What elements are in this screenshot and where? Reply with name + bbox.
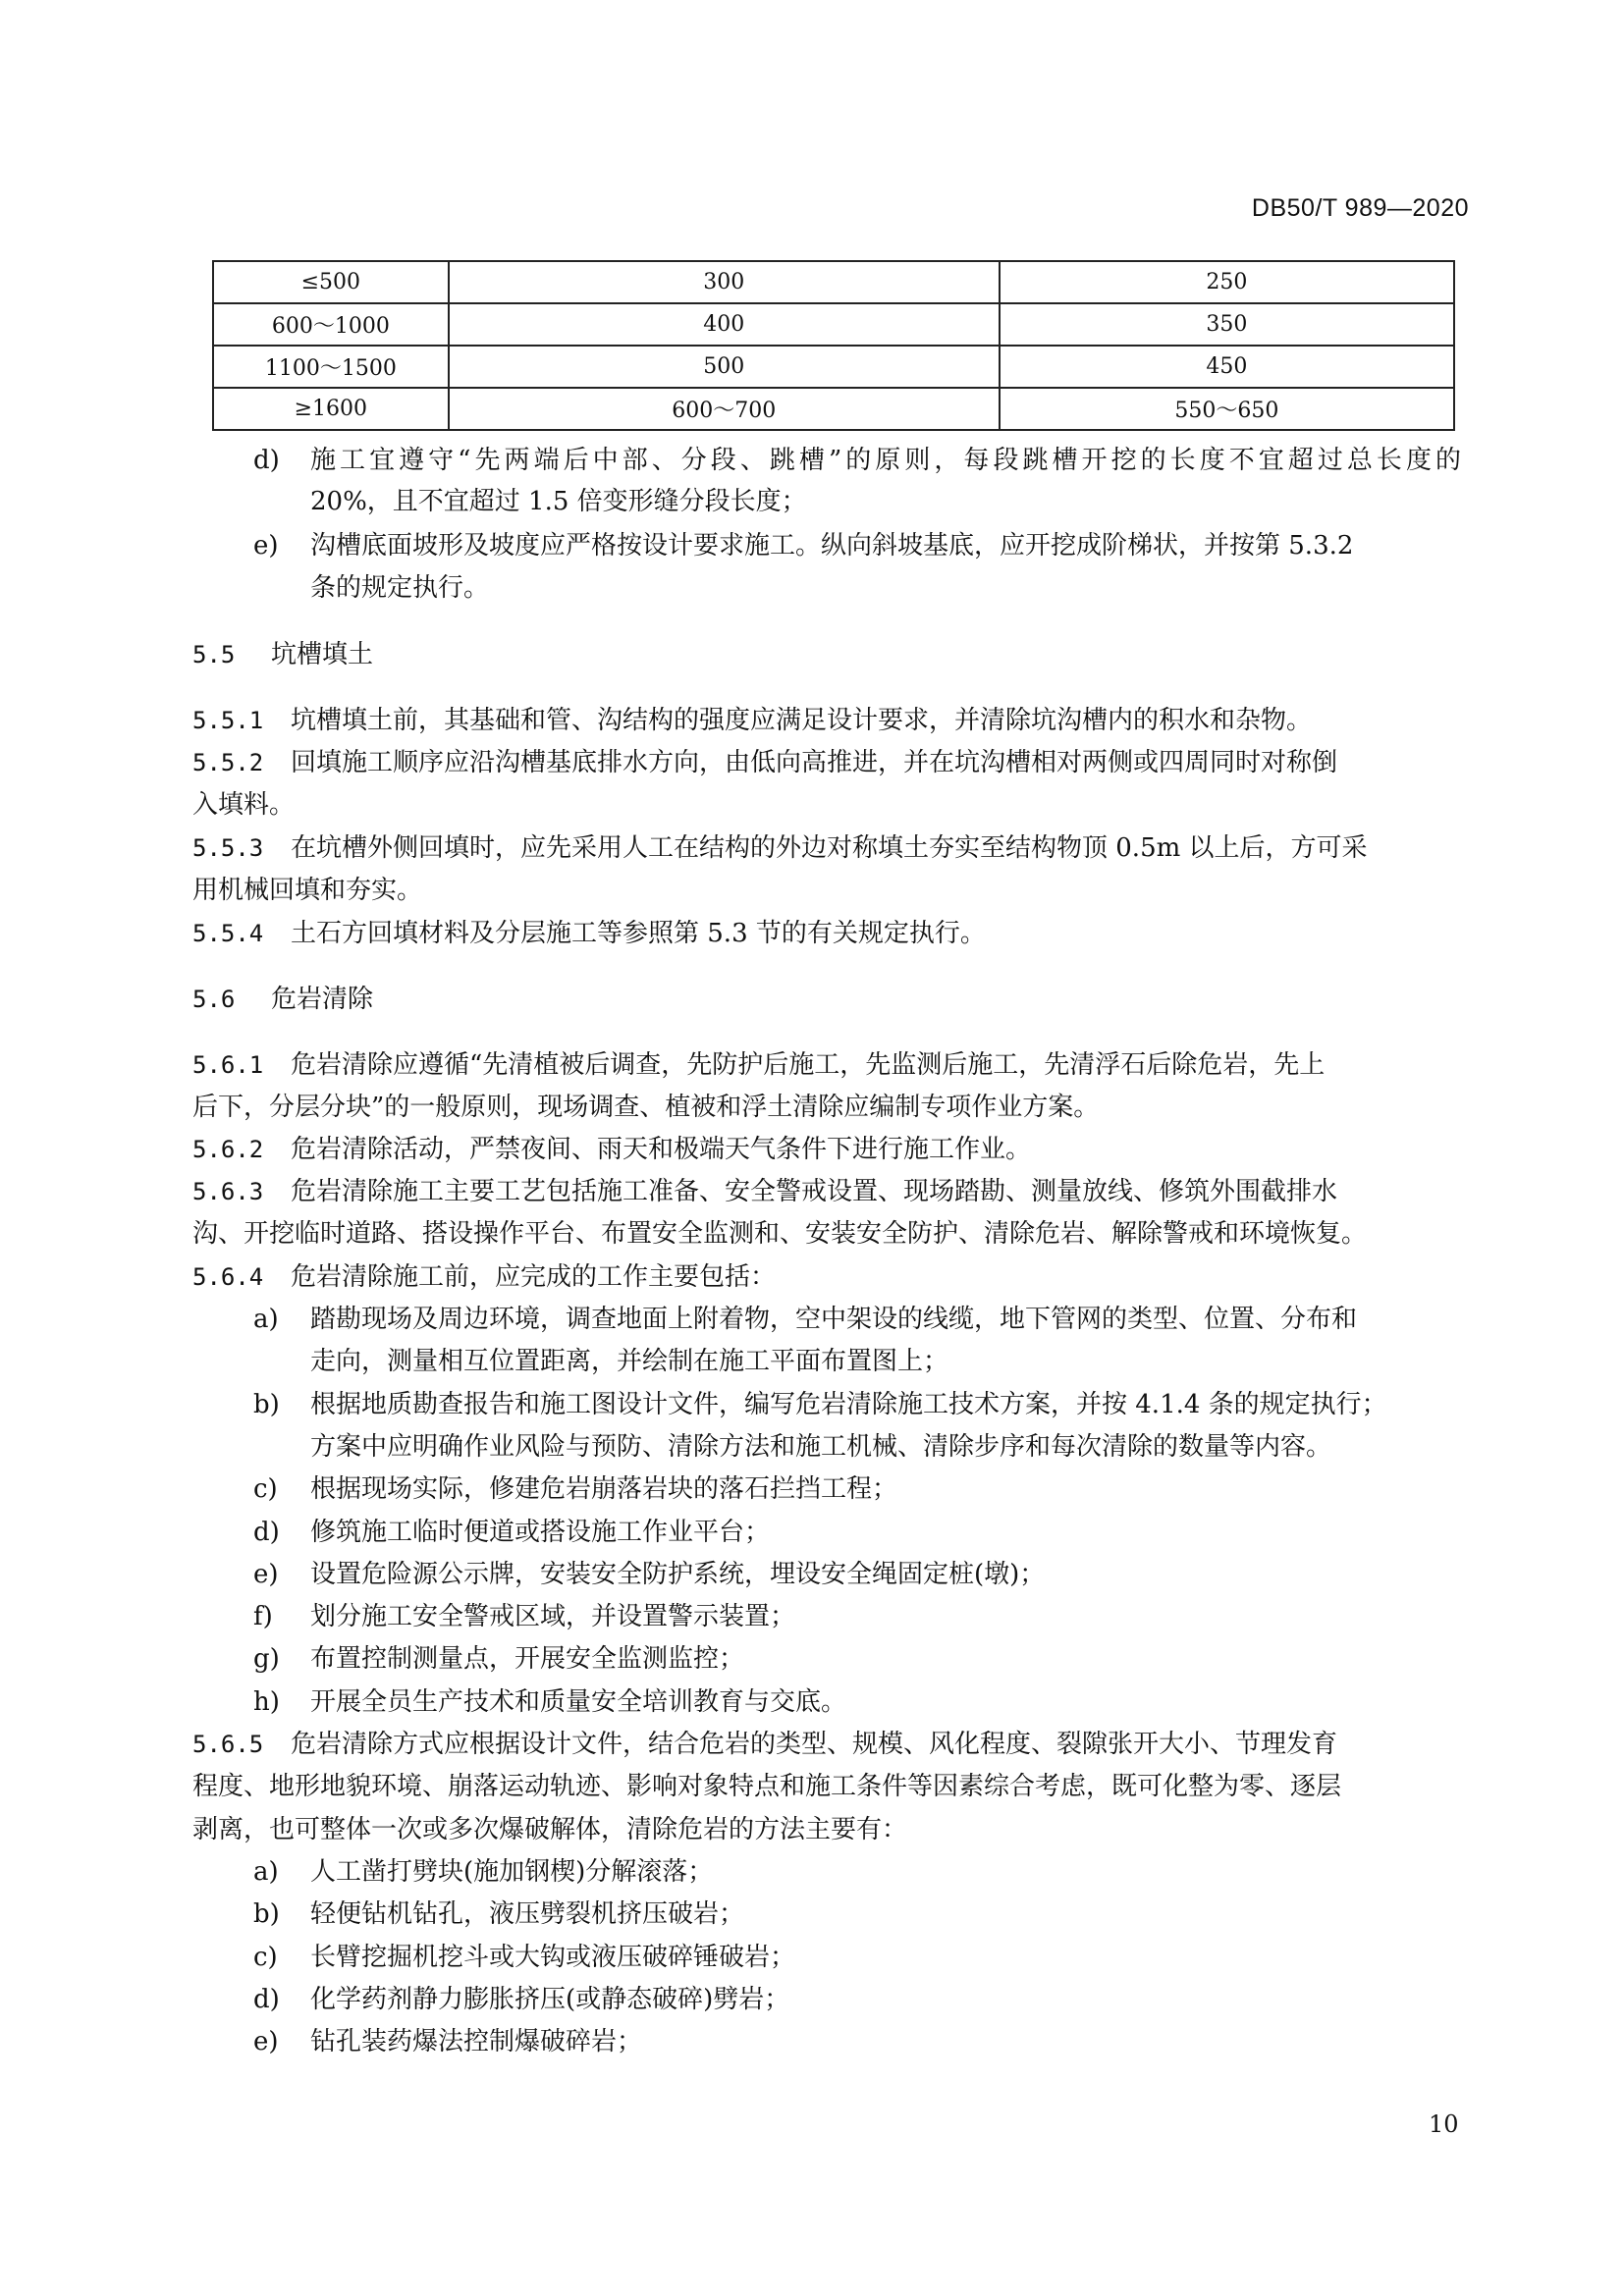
table-cell: 350 <box>1000 303 1454 346</box>
list-item-text: 沟槽底面坡形及坡度应严格按设计要求施工。纵向斜坡基底，应开挖成阶梯状，并按第 5.3.2 <box>310 531 1354 561</box>
table-cell: 300 <box>449 261 1000 303</box>
clause: 5.5.3 在坑槽外侧回填时，应先采用人工在结构的外边对称填土夯实至结构物顶 0.5m 以上后，方可采 <box>192 833 1368 863</box>
list-item-text: 走向，测量相互位置距离，并绘制在施工平面布置图上； <box>310 1347 949 1376</box>
list-item-text: 开展全员生产技术和质量安全培训教育与交底。 <box>310 1687 847 1717</box>
table-cell: 550～650 <box>1000 388 1454 430</box>
list-item-label: d) <box>253 446 280 475</box>
list-item-label: f) <box>253 1602 273 1631</box>
list-item-text: 人工凿打劈块(施加钢楔)分解滚落； <box>310 1857 714 1887</box>
section-heading: 5.5 坑槽填土 <box>192 640 374 669</box>
list-item-label: d) <box>253 1985 280 2014</box>
clause-continuation: 用机械回填和夯实。 <box>192 876 423 905</box>
table-cell: 500 <box>449 346 1000 388</box>
table-cell: ≥1600 <box>213 388 449 430</box>
table-row <box>213 346 1454 388</box>
list-item-text: 修筑施工临时便道或搭设施工作业平台； <box>310 1518 771 1547</box>
clause-continuation: 剥离，也可整体一次或多次爆破解体，清除危岩的方法主要有： <box>192 1815 908 1844</box>
list-item-label: c) <box>253 1943 278 1972</box>
clause-continuation: 沟、开挖临时道路、搭设操作平台、布置安全监测和、安装安全防护、清除危岩、解除警戒和环境恢复。 <box>192 1219 1368 1249</box>
table-cell: 400 <box>449 303 1000 346</box>
clause: 5.6.2 危岩清除活动，严禁夜间、雨天和极端天气条件下进行施工作业。 <box>192 1135 1032 1164</box>
spacing-table <box>212 260 1455 431</box>
list-item-label: b) <box>253 1390 280 1419</box>
list-item-text: 20%，且不宜超过 1.5 倍变形缝分段长度； <box>310 487 807 516</box>
clause: 5.6.5 危岩清除方式应根据设计文件，结合危岩的类型、规模、风化程度、裂隙张开大小、节理发育 <box>192 1730 1338 1759</box>
list-item-label: e) <box>253 2027 279 2056</box>
list-item-text: 划分施工安全警戒区域，并设置警示装置； <box>310 1602 796 1631</box>
table-row <box>213 261 1454 303</box>
list-item-label: h) <box>253 1687 280 1717</box>
list-item-text: 方案中应明确作业风险与预防、清除方法和施工机械、清除步序和每次清除的数量等内容。 <box>310 1432 1332 1462</box>
table-cell: 600～1000 <box>213 303 449 346</box>
table-row <box>213 388 1454 430</box>
clause-continuation: 后下，分层分块”的一般原则，现场调查、植被和浮土清除应编制专项作业方案。 <box>192 1093 1100 1122</box>
list-item-label: c) <box>253 1474 278 1504</box>
document-code: DB50/T 989—2020 <box>1251 194 1469 222</box>
page-number: 10 <box>1429 2110 1459 2138</box>
clause: 5.5.2 回填施工顺序应沿沟槽基底排水方向，由低向高推进，并在坑沟槽相对两侧或四周同时对称倒 <box>192 748 1338 777</box>
section-heading: 5.6 危岩清除 <box>192 985 374 1014</box>
table-cell: ≤500 <box>213 261 449 303</box>
clause: 5.6.3 危岩清除施工主要工艺包括施工准备、安全警戒设置、现场踏勘、测量放线、修筑外围截排水 <box>192 1177 1338 1206</box>
table-cell: 250 <box>1000 261 1454 303</box>
clause: 5.6.4 危岩清除施工前，应完成的工作主要包括： <box>192 1262 777 1292</box>
list-item-label: e) <box>253 1560 279 1589</box>
list-item-text: 根据现场实际，修建危岩崩落岩块的落石拦挡工程； <box>310 1474 898 1504</box>
list-item-label: e) <box>253 531 279 561</box>
list-item-text: 根据地质勘查报告和施工图设计文件，编写危岩清除施工技术方案，并按 4.1.4 条的规定执行； <box>310 1390 1387 1419</box>
clause-continuation: 程度、地形地貌环境、崩落运动轨迹、影响对象特点和施工条件等因素综合考虑，既可化整为零、逐层 <box>192 1772 1342 1801</box>
list-item-label: a) <box>253 1305 279 1334</box>
list-item-text: 轻便钻机钻孔，液压劈裂机挤压破岩； <box>310 1899 745 1929</box>
table-cell: 1100～1500 <box>213 346 449 388</box>
list-item-text: 长臂挖掘机挖斗或大钩或液压破碎锤破岩； <box>310 1943 796 1972</box>
table-cell: 600～700 <box>449 388 1000 430</box>
clause: 5.5.1 坑槽填土前，其基础和管、沟结构的强度应满足设计要求，并清除坑沟槽内的积水和杂物。 <box>192 706 1313 735</box>
list-item-label: d) <box>253 1518 280 1547</box>
clause: 5.5.4 土石方回填材料及分层施工等参照第 5.3 节的有关规定执行。 <box>192 919 986 948</box>
clause: 5.6.1 危岩清除应遵循“先清植被后调查，先防护后施工，先监测后施工，先清浮石后除危岩，先上 <box>192 1050 1326 1080</box>
list-item-text: 布置控制测量点，开展安全监测监控； <box>310 1644 745 1674</box>
table-cell: 450 <box>1000 346 1454 388</box>
list-item-text: 踏勘现场及周边环境，调查地面上附着物，空中架设的线缆，地下管网的类型、位置、分布和 <box>310 1305 1358 1334</box>
list-item-text: 施工宜遵守“先两端后中部、分段、跳槽”的原则，每段跳槽开挖的长度不宜超过总长度的 <box>310 446 1461 475</box>
table-row <box>213 303 1454 346</box>
list-item-text: 钻孔装药爆法控制爆破碎岩； <box>310 2027 643 2056</box>
list-item-label: g) <box>253 1644 280 1674</box>
list-item-text: 条的规定执行。 <box>310 573 490 603</box>
list-item-label: b) <box>253 1899 280 1929</box>
clause-continuation: 入填料。 <box>192 790 296 820</box>
list-item-text: 化学药剂静力膨胀挤压(或静态破碎)劈岩； <box>310 1985 790 2014</box>
list-item-label: a) <box>253 1857 279 1887</box>
list-item-text: 设置危险源公示牌，安装安全防护系统，埋设安全绳固定桩(墩)； <box>310 1560 1046 1589</box>
